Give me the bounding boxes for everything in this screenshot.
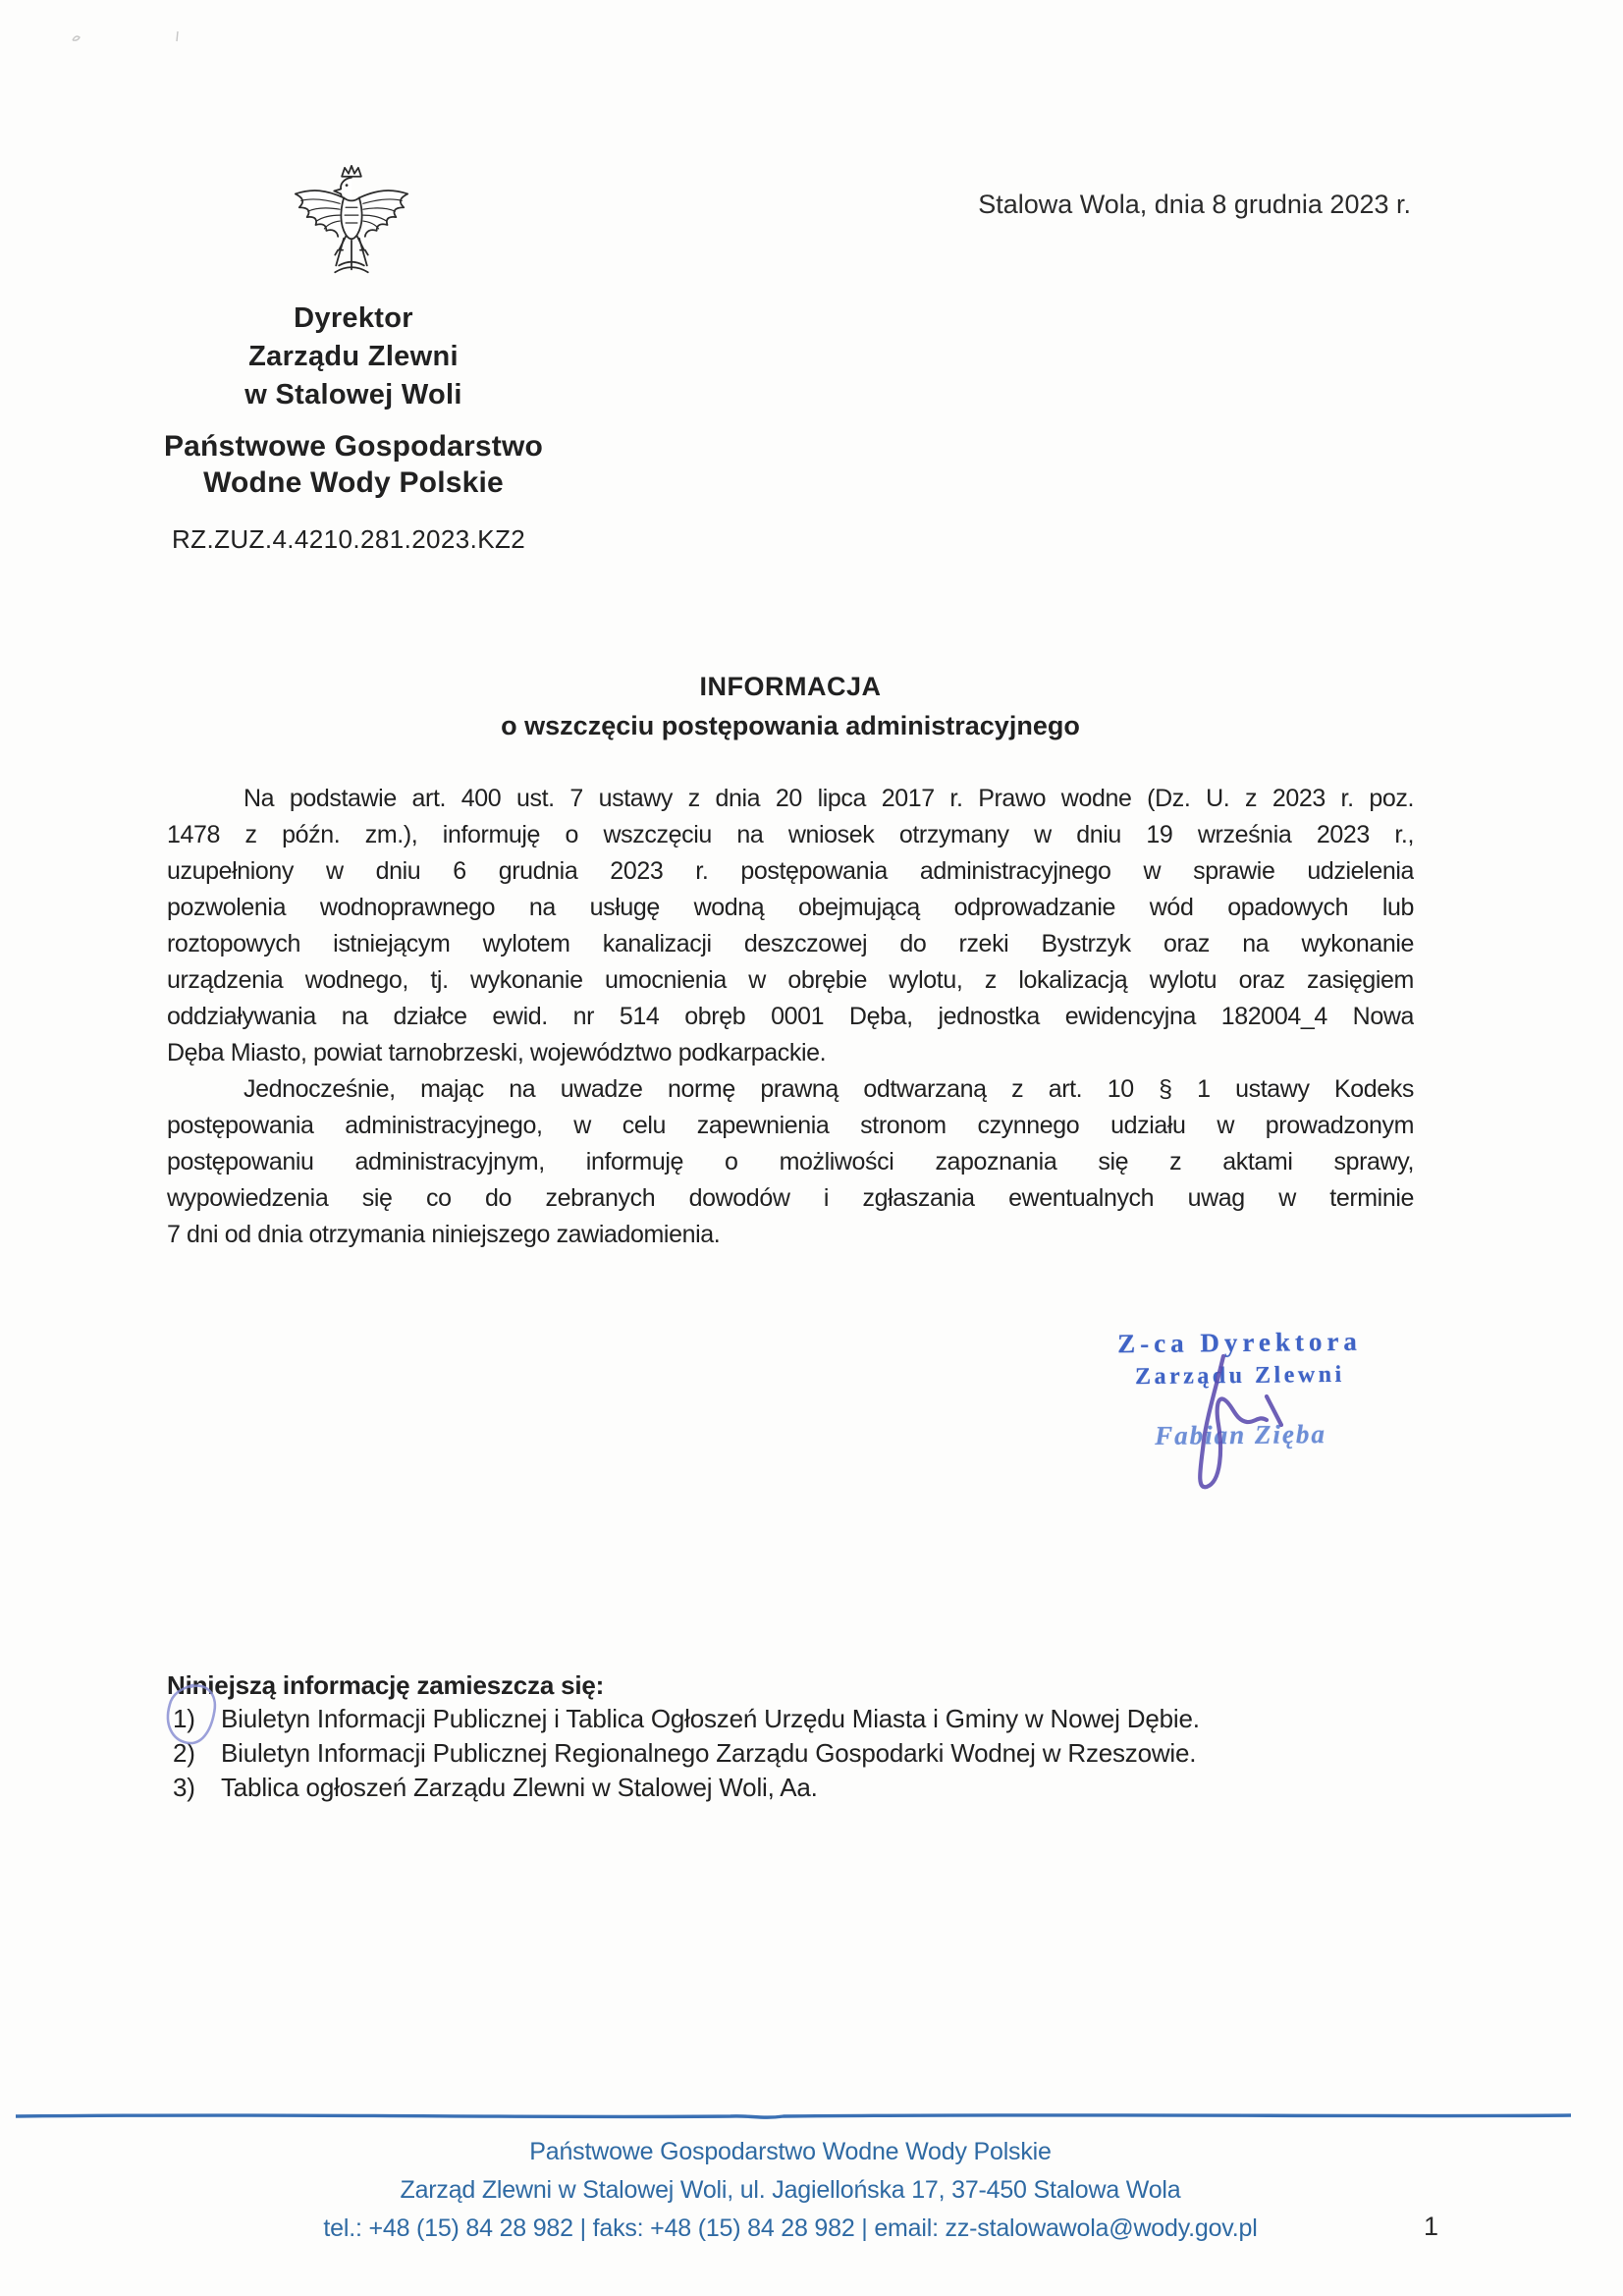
body-line: postępowania administracyjnego, w celu zapewnienia stronom czynnego udziału w prowadzonym [167,1112,1414,1139]
body-line: roztopowych istniejącym wylotem kanalizacji deszczowej do rzeki Bystrzyk oraz na wykonanie [167,930,1414,957]
list-item-text: Tablica ogłoszeń Zarządu Zlewni w Stalowej Woli, Aa. [221,1773,818,1802]
stamp-signer-name: Fabian Zięba [1154,1419,1327,1450]
body-text [167,781,1414,1253]
list-item [167,1702,1443,1736]
list-item [167,1771,1443,1805]
document-title [167,667,1414,745]
body-line: Dęba Miasto, powiat tarnobrzeski, województwo podkarpackie. [167,1039,827,1066]
polish-eagle-emblem-icon [284,160,419,288]
reference-number: RZ.ZUZ.4.4210.281.2023.KZ2 [172,524,526,554]
title-subtitle: o wszczęciu postępowania administracyjnego [501,711,1080,740]
list-item [167,1736,1443,1771]
footer-address: Zarząd Zlewni w Stalowej Woli, ul. Jagiellońska 17, 37-450 Stalowa Wola [400,2176,1181,2204]
organization-line: Wodne Wody Polskie [203,466,504,499]
pen-circle-annotation [161,1681,224,1750]
list-item-number: 3) [173,1773,195,1802]
issuer-line: Zarządu Zlewni [248,341,459,372]
scan-artifact-mark [175,30,181,44]
distribution-list [167,1669,1443,1805]
issuer-block [177,300,530,414]
footer-rule [14,2111,1575,2121]
page-number: 1 [1424,2212,1439,2241]
body-line: Jednocześnie, mając na uwadze normę prawną odtwarzaną z art. 10 § 1 ustawy Kodeks [243,1075,1414,1103]
title-main: INFORMACJA [699,672,882,701]
organization-line: Państwowe Gospodarstwo [163,430,544,463]
body-line: 1478 z późn. zm.), informuję o wszczęciu na wniosek otrzymany w dniu 19 września 2023 r., [167,821,1414,848]
issuer-line: Dyrektor [294,302,413,334]
issuer-line: w Stalowej Woli [244,379,462,410]
distribution-heading: Niniejszą informację zamieszcza się: [167,1670,605,1700]
stamp-position-line: Z-ca Dyrektora [1116,1326,1363,1359]
scan-artifact-mark [71,33,84,45]
body-line: 7 dni od dnia otrzymania niniejszego zawiadomienia. [167,1221,721,1248]
stamp-position-line: Zarządu Zlewni [1134,1361,1345,1391]
list-item-number: 2) [173,1738,195,1768]
body-line: wypowiedzenia się co do zebranych dowodów i zgłaszania ewentualnych uwag w terminie [167,1184,1414,1212]
organization-block [157,428,550,501]
body-line: postępowaniu administracyjnym, informuję o możliwości zapoznania się z aktami sprawy, [167,1148,1414,1175]
list-item-text: Biuletyn Informacji Publicznej Regionalnego Zarządu Gospodarki Wodnej w Rzeszowie. [221,1738,1197,1768]
footer-block [167,2133,1414,2248]
list-item-text: Biuletyn Informacji Publicznej i Tablica Ogłoszeń Urzędu Miasta i Gminy w Nowej Dębie. [221,1704,1200,1733]
body-line: urządzenia wodnego, tj. wykonanie umocnienia w obrębie wylotu, z lokalizacją wylotu oraz zasięgiem [167,966,1414,994]
body-line: uzupełniony w dniu 6 grudnia 2023 r. postępowania administracyjnego w sprawie udzielenia [167,857,1414,885]
list-item-number: 1) [173,1704,195,1733]
body-line: pozwolenia wodnoprawnego na usługę wodną obejmującą odprowadzanie wód opadowych lub [167,894,1414,921]
footer-contact: tel.: +48 (15) 84 28 982 | faks: +48 (15) 84 28 982 | email: zz-stalowawola@wody.gov.pl [323,2214,1258,2242]
body-line: Na podstawie art. 400 ust. 7 ustawy z dnia 20 lipca 2017 r. Prawo wodne (Dz. U. z 2023 r. poz. [243,785,1414,812]
handwritten-signature [1139,1339,1316,1505]
body-line: oddziaływania na działce ewid. nr 514 obręb 0001 Dęba, jednostka ewidencyjna 182004_4 Nowa [167,1003,1414,1030]
footer-org: Państwowe Gospodarstwo Wodne Wody Polskie [529,2138,1052,2165]
date-line: Stalowa Wola, dnia 8 grudnia 2023 r. [978,190,1411,219]
